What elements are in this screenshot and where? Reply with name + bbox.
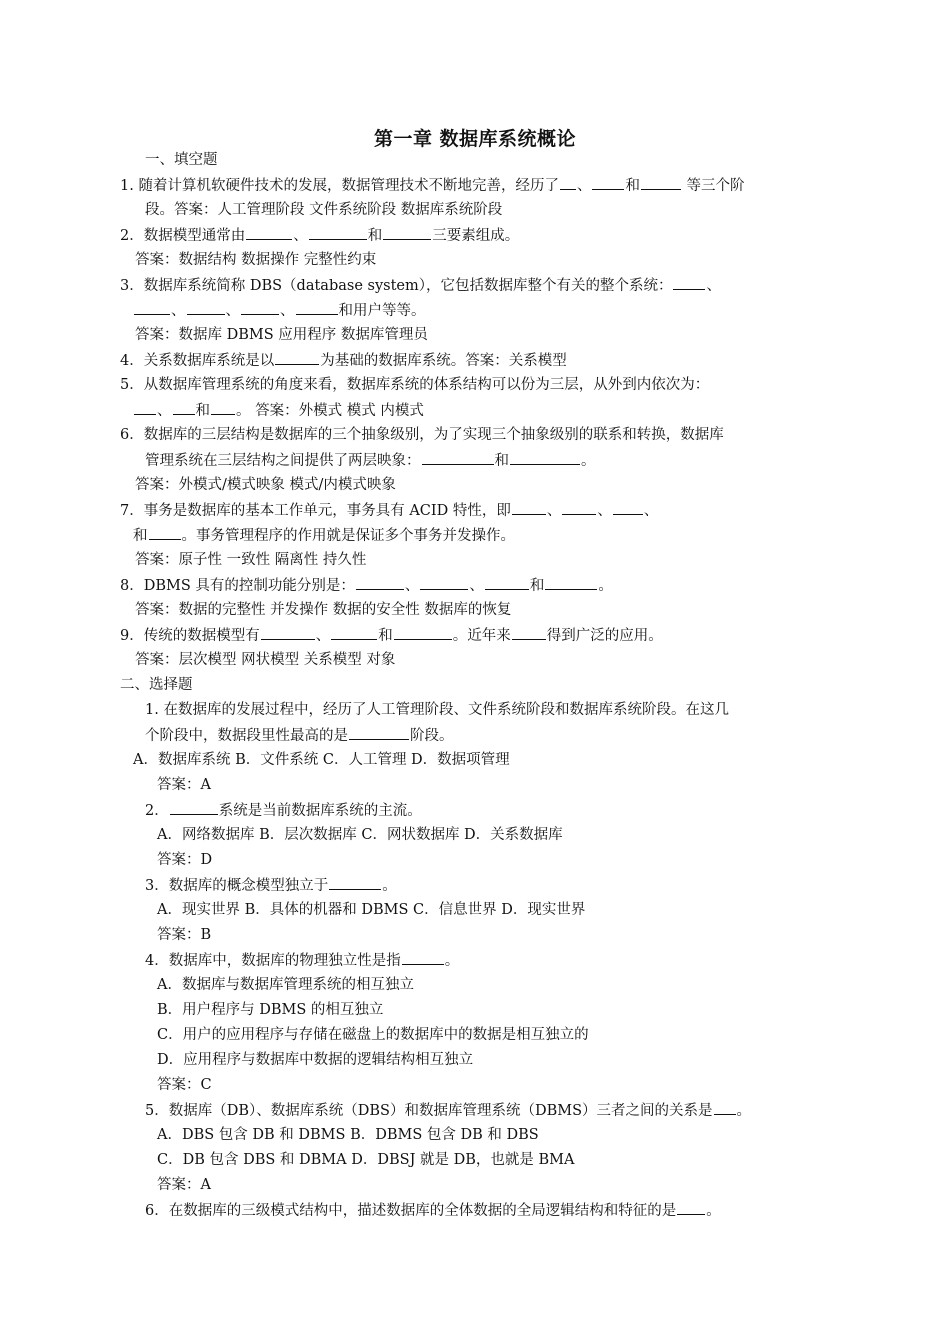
choice-question-4-answer: 答案：C bbox=[157, 1077, 212, 1093]
question-3-cont: 、 、 、 和用户等等。 bbox=[133, 300, 426, 320]
section-fill-blank: 一、填空题 bbox=[145, 152, 218, 168]
choice-question-1: 1. 在数据库的发展过程中，经历了人工管理阶段、文件系统阶段和数据库系统阶段。在这几 bbox=[145, 702, 729, 718]
blank bbox=[211, 400, 235, 415]
blank bbox=[349, 725, 409, 740]
blank bbox=[562, 500, 596, 515]
choice-question-1-cont: 个阶段中，数据段里性最高的是 阶段。 bbox=[145, 725, 454, 745]
question-3: 3．数据库系统简称 DBS（database system），它包括数据库整个有关的整个系统： 、 bbox=[120, 275, 721, 295]
choice-question-2-options: A．网络数据库 B．层次数据库 C．网状数据库 D．关系数据库 bbox=[157, 827, 563, 843]
blank bbox=[309, 225, 367, 240]
blank bbox=[512, 625, 546, 640]
blank bbox=[485, 575, 529, 590]
blank bbox=[173, 400, 195, 415]
blank bbox=[329, 875, 381, 890]
blank bbox=[641, 175, 681, 190]
question-4: 4．关系数据库系统是以 为基础的数据库系统。答案：关系模型 bbox=[120, 350, 567, 370]
question-5: 5．从数据库管理系统的角度来看，数据库系统的体系结构可以份为三层，从外到内依次为： bbox=[120, 377, 710, 393]
blank bbox=[241, 300, 279, 315]
blank bbox=[422, 450, 494, 465]
choice-question-4-option-a: A．数据库与数据库管理系统的相互独立 bbox=[157, 977, 414, 993]
blank bbox=[560, 175, 576, 190]
choice-question-2: 2． 系统是当前数据库系统的主流。 bbox=[145, 800, 422, 820]
question-9: 9．传统的数据模型有 、 和 。近年来 得到广泛的应用。 bbox=[120, 625, 663, 645]
blank bbox=[246, 225, 292, 240]
blank bbox=[673, 275, 705, 290]
blank bbox=[134, 400, 156, 415]
blank bbox=[296, 300, 338, 315]
choice-question-4-option-d: D．应用程序与数据库中数据的逻辑结构相互独立 bbox=[157, 1052, 474, 1068]
question-1-answer: 段。答案：人工管理阶段 文件系统阶段 数据库系统阶段 bbox=[145, 202, 503, 218]
blank bbox=[394, 625, 452, 640]
question-7-answer: 答案：原子性 一致性 隔离性 持久性 bbox=[135, 552, 367, 568]
choice-question-4-option-b: B．用户程序与 DBMS 的相互独立 bbox=[157, 1002, 384, 1018]
question-2: 2．数据模型通常由 、 和 三要素组成。 bbox=[120, 225, 519, 245]
blank bbox=[331, 625, 377, 640]
blank bbox=[187, 300, 225, 315]
blank bbox=[134, 300, 170, 315]
blank bbox=[613, 500, 643, 515]
choice-question-5-options-cd: C．DB 包含 DBS 和 DBMA D．DBSJ 就是 DB，也就是 BMA bbox=[157, 1152, 575, 1168]
choice-question-2-answer: 答案：D bbox=[157, 852, 213, 868]
question-6: 6．数据库的三层结构是数据库的三个抽象级别，为了实现三个抽象级别的联系和转换，数据库 bbox=[120, 427, 724, 443]
blank bbox=[261, 625, 315, 640]
blank bbox=[510, 450, 580, 465]
choice-question-4: 4．数据库中，数据库的物理独立性是指 。 bbox=[145, 950, 459, 970]
blank bbox=[420, 575, 468, 590]
blank bbox=[170, 800, 218, 815]
blank bbox=[592, 175, 624, 190]
blank bbox=[275, 350, 319, 365]
blank bbox=[356, 575, 404, 590]
blank bbox=[383, 225, 431, 240]
choice-question-5-answer: 答案：A bbox=[157, 1177, 211, 1193]
question-9-answer: 答案：层次模型 网状模型 关系模型 对象 bbox=[135, 652, 396, 668]
blank bbox=[677, 1200, 705, 1215]
question-7-cont: 和 。事务管理程序的作用就是保证多个事务并发操作。 bbox=[133, 525, 515, 545]
choice-question-5-options-ab: A．DBS 包含 DB 和 DBMS B．DBMS 包含 DB 和 DBS bbox=[157, 1127, 539, 1143]
choice-question-4-option-c: C．用户的应用程序与存储在磁盘上的数据库中的数据是相互独立的 bbox=[157, 1027, 589, 1043]
question-8-answer: 答案：数据的完整性 并发操作 数据的安全性 数据库的恢复 bbox=[135, 602, 512, 618]
choice-question-5: 5．数据库（DB）、数据库系统（DBS）和数据库管理系统（DBMS）三者之间的关系是 。 bbox=[145, 1100, 751, 1120]
question-8: 8．DBMS 具有的控制功能分别是： 、 、 和 。 bbox=[120, 575, 613, 595]
question-5-cont: 、 和 。 答案：外模式 模式 内模式 bbox=[133, 400, 424, 420]
blank bbox=[512, 500, 546, 515]
blank bbox=[545, 575, 597, 590]
choice-question-3-options: A．现实世界 B．具体的机器和 DBMS C．信息世界 D．现实世界 bbox=[157, 902, 586, 918]
question-1: 1. 随着计算机软硬件技术的发展，数据管理技术不断地完善，经历了 、 和 等三个阶 bbox=[120, 175, 745, 195]
question-6-answer: 答案：外模式/模式映象 模式/内模式映象 bbox=[135, 477, 396, 493]
choice-question-1-options: A．数据库系统 B．文件系统 C．人工管理 D．数据项管理 bbox=[133, 752, 510, 768]
section-multiple-choice: 二、选择题 bbox=[120, 677, 193, 693]
choice-question-3: 3．数据库的概念模型独立于 。 bbox=[145, 875, 397, 895]
choice-question-6: 6．在数据库的三级模式结构中，描述数据库的全体数据的全局逻辑结构和特征的是 。 bbox=[145, 1200, 721, 1220]
blank bbox=[402, 950, 444, 965]
chapter-title: 第一章 数据库系统概论 bbox=[373, 128, 577, 150]
question-3-answer: 答案：数据库 DBMS 应用程序 数据库管理员 bbox=[135, 327, 428, 343]
blank bbox=[149, 525, 181, 540]
choice-question-1-answer: 答案：A bbox=[157, 777, 211, 793]
blank bbox=[714, 1100, 736, 1115]
choice-question-3-answer: 答案：B bbox=[157, 927, 212, 943]
question-6-cont: 管理系统在三层结构之间提供了两层映象： 和 。 bbox=[145, 450, 596, 470]
question-2-answer: 答案：数据结构 数据操作 完整性约束 bbox=[135, 252, 377, 268]
question-7: 7．事务是数据库的基本工作单元，事务具有 ACID 特性，即 、 、 、 bbox=[120, 500, 658, 520]
